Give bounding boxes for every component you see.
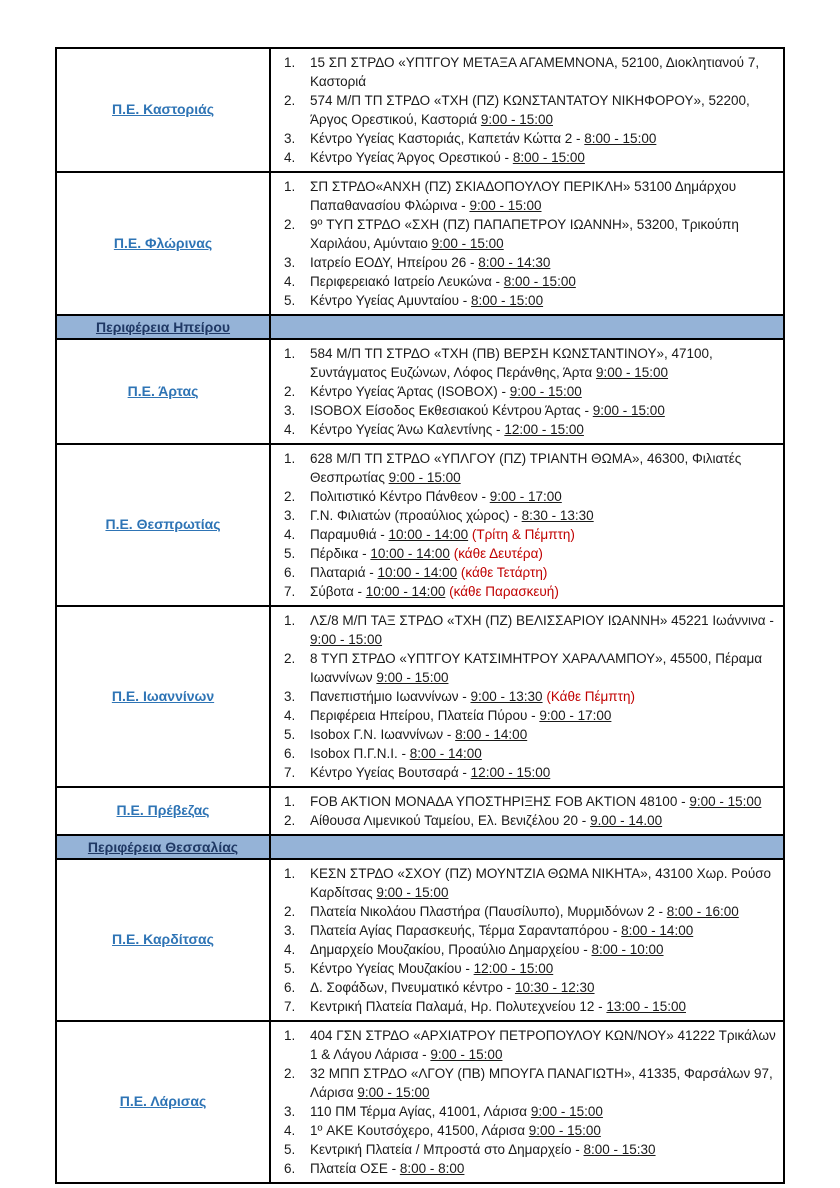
list-item [275,1140,777,1159]
item-time: 8:30 - 13:30 [521,508,594,523]
item-time: 8:00 - 14:00 [455,727,528,742]
items-list [275,177,777,310]
item-time: 9:00 - 15:00 [480,112,553,127]
region-name-cell [56,48,270,172]
item-time: 10:00 - 14:00 [388,527,469,542]
item-time: 8:00 - 15:00 [512,150,585,165]
locations-table [55,47,785,1184]
item-text: 8 ΤΥΠ ΣΤΡΔΟ «ΥΠΤΓΟΥ ΚΑΤΣΙΜΗΤΡΟΥ ΧΑΡΑΛΑΜΠΟΥ», 45500, Πέραμα Ιωαννίνων [310,651,763,685]
item-text: Πλαταριά - [310,565,374,580]
region-name-cell [56,859,270,1021]
item-time: 9:00 - 13:30 [470,689,543,704]
table-row [56,787,784,835]
items-list [275,792,777,830]
item-note: (κάθε Τετάρτη) [460,565,548,580]
region-name-cell [56,339,270,444]
item-time: 9:00 - 15:00 [592,403,665,418]
item-text: Πέρδικα - [310,546,367,561]
list-item [275,611,777,649]
region-link[interactable]: Π.Ε. Πρέβεζας [116,802,210,818]
item-text: Κέντρο Υγείας Αμυνταίου - [310,293,468,308]
region-name-cell [56,444,270,606]
item-time: 10:00 - 14:00 [377,565,458,580]
item-time: 9:00 - 15:00 [595,365,669,380]
list-item [275,864,777,902]
item-note: (Κάθε Πέμπτη) [546,689,635,704]
item-text: Περιφέρεια Ηπείρου, Πλατεία Πύρου - [310,708,536,723]
list-item [275,1102,777,1121]
list-item [275,582,777,601]
region-items-cell [270,787,784,835]
list-item [275,792,777,811]
section-header-cell [56,835,270,859]
item-time: 9:00 - 15:00 [509,384,582,399]
item-text: Περιφερειακό Ιατρείο Λευκώνα - [310,274,501,289]
item-time: 9:00 - 15:00 [528,1123,601,1138]
item-time: 8:00 - 15:30 [583,1142,656,1157]
items-list [275,344,777,439]
list-item [275,649,777,687]
region-name-cell [56,606,270,787]
item-time: 9:00 - 15:00 [376,885,449,900]
list-item [275,506,777,525]
section-header-empty-cell [270,835,784,859]
item-text: Πολιτιστικό Κέντρο Πάνθεον - [310,489,486,504]
item-note: (κάθε Παρασκευή) [449,584,559,599]
item-text: 110 ΠΜ Τέρμα Αγίας, 41001, Λάρισα [310,1104,528,1119]
item-text: 628 Μ/Π ΤΠ ΣΤΡΔΟ «ΥΠΛΓΟΥ (ΠΖ) ΤΡΙΑΝΤΗ ΘΩΜΑ», 46300, Φιλιατές Θεσπρωτίας [310,451,742,485]
item-note: (Τρίτη & Πέμπτη) [471,527,575,542]
item-text: Κεντρική Πλατεία Παλαμά, Ηρ. Πολυτεχνείου 12 - [310,999,603,1014]
item-text: ΣΠ ΣΤΡΔΟ«ΑΝΧΗ (ΠΖ) ΣΚΙΑΔΟΠΟΥΛΟΥ ΠΕΡΙΚΛΗ» 53100 Δημάρχου Παπαθανασίου Φλώρινα - [310,179,737,213]
item-time: 8:00 - 15:00 [503,274,576,289]
item-time: 9:00 - 15:00 [469,198,542,213]
list-item [275,449,777,487]
section-header-row [56,835,784,859]
item-text: Δ. Σοφάδων, Πνευματικό κέντρο - [310,980,512,995]
list-item [275,978,777,997]
section-header-empty-cell [270,315,784,339]
section-header-label: Περιφέρεια Θεσσαλίας [87,839,239,855]
item-text: ΛΣ/8 Μ/Π ΤΑΞ ΣΤΡΔΟ «ΤΧΗ (ΠΖ) ΒΕΛΙΣΣΑΡΙΟΥ ΙΩΑΝΝΗ» 45221 Ιωάννινα - [310,613,774,628]
item-time: 9:00 - 15:00 [310,632,383,647]
table-row [56,48,784,172]
item-time: 10:00 - 14:00 [365,584,446,599]
region-items-cell [270,444,784,606]
item-text: Κέντρο Υγείας Άργος Ορεστικού - [310,150,510,165]
item-time: 9:00 - 17:00 [489,489,562,504]
item-text: Δημαρχείο Μουζακίου, Προαύλιο Δημαρχείου - [310,942,588,957]
items-list [275,864,777,1016]
section-header-cell [56,315,270,339]
item-text: Κέντρο Υγείας Άρτας (ISOBOX) - [310,384,506,399]
item-text: Κέντρο Υγείας Άνω Καλεντίνης - [310,422,501,437]
table-row [56,172,784,315]
region-items-cell [270,1021,784,1183]
list-item [275,382,777,401]
region-link[interactable]: Π.Ε. Φλώρινας [113,234,213,251]
item-time: 9:00 - 15:00 [430,1047,503,1062]
item-text: Γ.Ν. Φιλιατών (προαύλιος χώρος) - [310,508,518,523]
item-note: (κάθε Δευτέρα) [453,546,543,561]
section-header-row [56,315,784,339]
list-item [275,544,777,563]
item-time: 12:00 - 15:00 [473,961,554,976]
item-text: Σύβοτα - [310,584,363,599]
item-text: 32 ΜΠΠ ΣΤΡΔΟ «ΛΓΟΥ (ΠΒ) ΜΠΟΥΓΑ ΠΑΝΑΓΙΩΤΗ», 41335, Φαρσάλων 97, Λάρισα [310,1066,773,1100]
item-text: Παραμυθιά - [310,527,385,542]
list-item [275,420,777,439]
item-text: Κέντρο Υγείας Βουτσαρά - [310,765,467,780]
item-time: 8:00 - 10:00 [591,942,664,957]
list-item [275,687,777,706]
item-text: ΚΕΣΝ ΣΤΡΔΟ «ΣΧΟΥ (ΠΖ) ΜΟΥΝΤΖΙΑ ΘΩΜΑ ΝΙΚΗΤΑ», 43100 Χωρ. Ρούσο Καρδίτσας [310,866,772,900]
region-items-cell [270,606,784,787]
list-item [275,902,777,921]
list-item [275,148,777,167]
item-time: 9:00 - 15:00 [357,1085,430,1100]
list-item [275,53,777,91]
section-header-label: Περιφέρεια Ηπείρου [95,319,231,335]
item-time: 8:00 - 15:00 [471,293,544,308]
list-item [275,997,777,1016]
items-list [275,611,777,782]
item-text: 404 ΓΣΝ ΣΤΡΔΟ «ΑΡΧΙΑΤΡΟΥ ΠΕΤΡΟΠΟΥΛΟΥ ΚΩΝ/ΝΟΥ» 41222 Τρικάλων 1 & Λάγου Λάρισα - [310,1028,776,1062]
item-time: 8:00 - 14:30 [478,255,551,270]
list-item [275,811,777,830]
item-text: 574 Μ/Π ΤΠ ΣΤΡΔΟ «ΤΧΗ (ΠΖ) ΚΩΝΣΤΑΝΤΑΤΟΥ ΝΙΚΗΦΟΡΟΥ», 52200, Άργος Ορεστικού, Καστοριά [310,93,750,127]
item-time: 9:00 - 15:00 [376,670,449,685]
item-text: Κέντρο Υγείας Καστοριάς, Καπετάν Κώττα 2 - [310,131,581,146]
list-item [275,291,777,310]
table-row [56,444,784,606]
region-link[interactable]: Π.Ε. Καρδίτσας [112,931,214,947]
item-text: FOB AKTION ΜΟΝΑΔΑ ΥΠΟΣΤΗΡΙΞΗΣ FOB AKTION 48100 - [310,794,686,809]
list-item [275,177,777,215]
list-item [275,921,777,940]
item-time: 9:00 - 17:00 [539,708,612,723]
table-row [56,1021,784,1183]
region-items-cell [270,172,784,315]
region-name-cell [56,1021,270,1183]
item-time: 8:00 - 8:00 [399,1161,465,1176]
region-link[interactable]: Π.Ε. Άρτας [127,382,199,399]
item-time: 9:00 - 15:00 [388,470,461,485]
item-time: 12:00 - 15:00 [470,765,551,780]
item-time: 9:00 - 15:00 [689,794,762,809]
item-text: Πανεπιστήμιο Ιωαννίνων - [310,689,467,704]
region-items-cell [270,339,784,444]
table-body [56,48,784,1183]
item-time: 12:00 - 15:00 [504,422,584,437]
list-item [275,253,777,272]
list-item [275,940,777,959]
list-item [275,272,777,291]
list-item [275,725,777,744]
list-item [275,763,777,782]
item-time: 8:00 - 16:00 [666,904,739,919]
list-item [275,563,777,582]
item-time: 9:00 - 15:00 [431,236,504,251]
item-text: Πλατεία Αγίας Παρασκευής, Τέρμα Σαρανταπόρου - [310,923,618,938]
region-link[interactable]: Π.Ε. Ιωαννίνων [111,687,215,704]
item-text: Isobox Γ.Ν. Ιωαννίνων - [310,727,452,742]
list-item [275,959,777,978]
region-link[interactable]: Π.Ε. Λάρισας [119,1093,207,1109]
list-item [275,215,777,253]
list-item [275,1159,777,1178]
region-items-cell [270,48,784,172]
item-time: 10:00 - 14:00 [370,546,450,561]
list-item [275,744,777,763]
item-text: Πλατεία ΟΣΕ - [310,1161,397,1176]
item-text: Κέντρο Υγείας Μουζακίου - [310,961,470,976]
region-name-cell [56,172,270,315]
item-text: 15 ΣΠ ΣΤΡΔΟ «ΥΠΤΓΟΥ ΜΕΤΑΞΑ ΑΓΑΜΕΜΝΟΝΑ, 52100, Διοκλητιανού 7, Καστοριά [310,55,760,89]
list-item [275,91,777,129]
item-text: Ιατρείο ΕΟΔΥ, Ηπείρου 26 - [310,255,475,270]
item-time: 9.00 - 14.00 [590,813,663,828]
item-text: 1º ΑΚΕ Κουτσόχερο, 41500, Λάρισα [310,1123,526,1138]
list-item [275,487,777,506]
item-time: 8:00 - 15:00 [584,131,657,146]
item-text: 584 Μ/Π ΤΠ ΣΤΡΔΟ «ΤΧΗ (ΠΒ) ΒΕΡΣΗ ΚΩΝΣΤΑΝΤΙΝΟΥ», 47100, Συντάγματος Ευζώνων, Λόφος Περάνθης, Άρτα [310,346,713,380]
table-row [56,859,784,1021]
list-item [275,344,777,382]
list-item [275,401,777,420]
items-list [275,449,777,601]
table-row [56,606,784,787]
item-text: Αίθουσα Λιμενικού Ταμείου, Ελ. Βενιζέλου 20 - [310,813,587,828]
item-text: Πλατεία Νικολάου Πλαστήρα (Παυσίλυπο), Μυρμιδόνων 2 - [310,904,663,919]
region-name-cell [56,787,270,835]
items-list [275,1026,777,1178]
item-text: 9º ΤΥΠ ΣΤΡΔΟ «ΣΧΗ (ΠΖ) ΠΑΠΑΠΕΤΡΟΥ ΙΩΑΝΝΗ», 53200, Τρικούπη Χαριλάου, Αμύνταιο [310,217,739,251]
item-time: 10:30 - 12:30 [514,980,595,995]
item-time: 13:00 - 15:00 [606,999,686,1014]
items-list [275,53,777,167]
table-row [56,339,784,444]
item-text: Κεντρική Πλατεία / Μπροστά στο Δημαρχείο - [310,1142,580,1157]
list-item [275,1064,777,1102]
item-time: 8:00 - 14:00 [621,923,694,938]
list-item [275,1121,777,1140]
region-items-cell [270,859,784,1021]
region-link[interactable]: Π.Ε. Καστοριάς [112,101,214,117]
list-item [275,129,777,148]
list-item [275,525,777,544]
item-time: 8:00 - 14:00 [409,746,482,761]
item-text: ISOBOX Είσοδος Εκθεσιακού Κέντρου Άρτας - [310,403,589,418]
list-item [275,706,777,725]
list-item [275,1026,777,1064]
item-text: Isobox Π.Γ.Ν.Ι. - [310,746,406,761]
item-time: 9:00 - 15:00 [530,1104,603,1119]
region-link[interactable]: Π.Ε. Θεσπρωτίας [105,516,221,532]
